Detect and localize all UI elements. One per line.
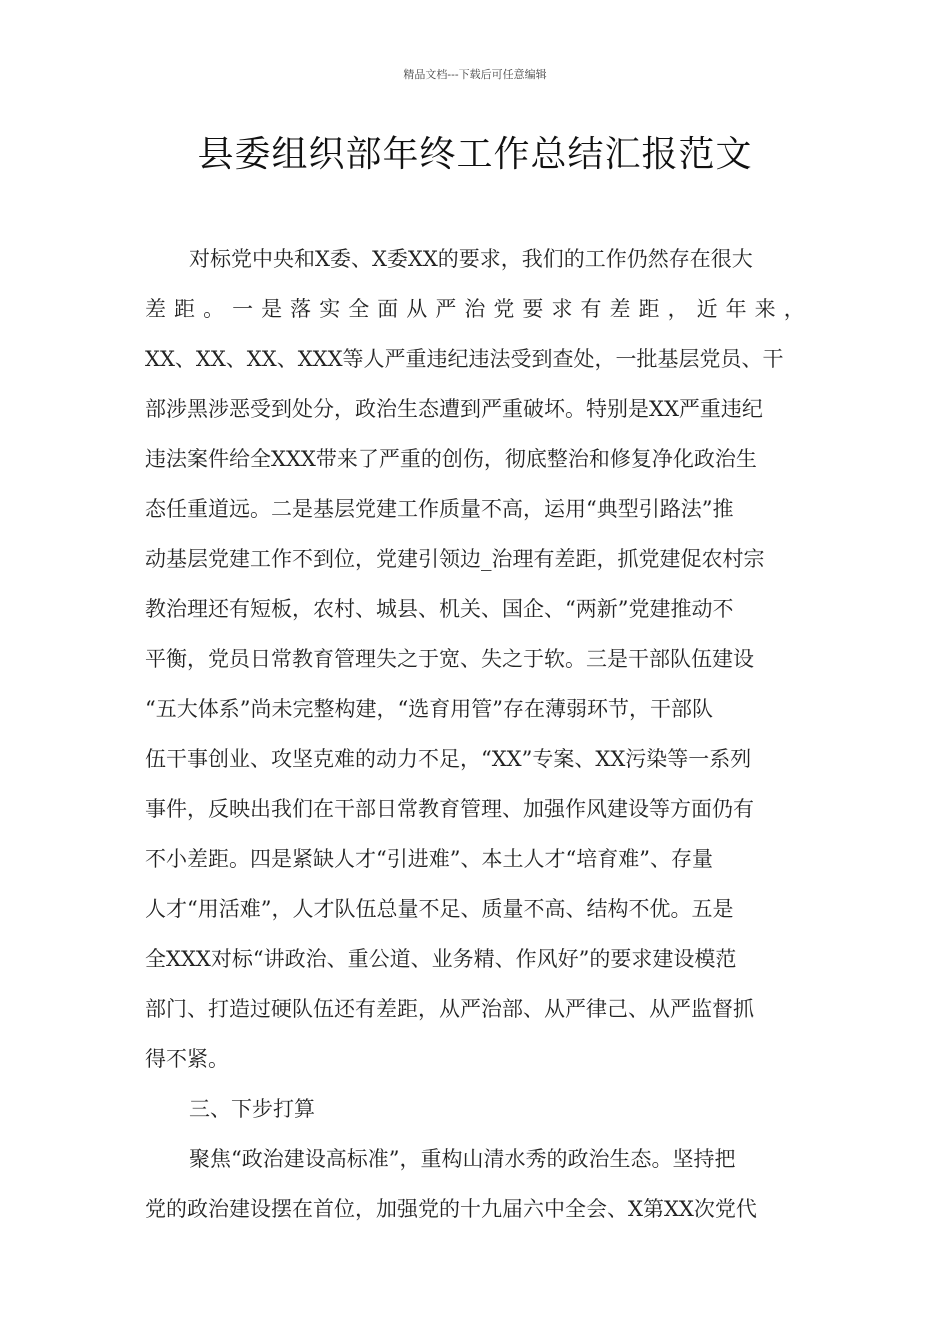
spaced-char: 差 xyxy=(145,297,166,321)
spaced-char: 要 xyxy=(522,297,544,321)
text-line: 平衡，党员日常教育管理失之于宽、失之于软。三是干部队伍建设 xyxy=(145,647,754,671)
spaced-char: ， xyxy=(783,297,805,321)
spaced-char: 求 xyxy=(551,297,573,321)
text-line: 部门、打造过硬队伍还有差距，从严治部、从严律己、从严监督抓 xyxy=(145,997,754,1021)
spaced-char: 治 xyxy=(464,297,486,321)
text-line: 不小差距。四是紧缺人才“引进难”、本土人才“培育难”、存量 xyxy=(145,847,713,871)
text-line: 部涉黑涉恶受到处分，政治生态遭到严重破坏。特别是XX严重违纪 xyxy=(145,397,763,421)
text-line: XX、XX、XX、XXX等人严重违纪违法受到查处，一批基层党员、干 xyxy=(145,347,784,371)
spaced-char: 是 xyxy=(261,297,283,321)
spaced-char: 差 xyxy=(609,297,631,321)
text-line: 全XXX对标“讲政治、重公道、业务精、作风好”的要求建设模范 xyxy=(145,947,737,971)
paragraph-2 xyxy=(145,1134,805,1234)
text-line: “五大体系”尚未完整构建，“选育用管”存在薄弱环节，干部队 xyxy=(145,697,713,721)
document-body xyxy=(145,234,805,1234)
spaced-char: 一 xyxy=(232,297,254,321)
section-heading xyxy=(145,1084,805,1134)
spaced-char: ， xyxy=(667,297,689,321)
text-line: 伍干事创业、攻坚克难的动力不足，“XX”专案、XX污染等一系列 xyxy=(145,747,752,771)
text-line: 得不紧。 xyxy=(145,1047,229,1071)
spaced-char: 。 xyxy=(203,297,225,321)
spaced-char: 面 xyxy=(377,297,399,321)
spaced-char: 有 xyxy=(580,297,602,321)
text-line: 人才“用活难”，人才队伍总量不足、质量不高、结构不优。五是 xyxy=(145,897,734,921)
spaced-char: 距 xyxy=(174,297,196,321)
section-heading-text: 三、下步打算 xyxy=(189,1097,315,1121)
document-title: 县委组织部年终工作总结汇报范文 xyxy=(197,134,753,175)
spaced-char: 距 xyxy=(638,297,660,321)
spaced-char: 近 xyxy=(696,297,718,321)
page-header: 精品文档---下载后可任意编辑 xyxy=(403,68,547,81)
spaced-char: 严 xyxy=(435,297,457,321)
spaced-char: 从 xyxy=(406,297,428,321)
spaced-char: 来 xyxy=(754,297,776,321)
spaced-char: 党 xyxy=(493,297,515,321)
text-line: 党的政治建设摆在首位，加强党的十九届六中全会、X第XX次党代 xyxy=(145,1197,757,1221)
text-line-spaced xyxy=(145,284,805,334)
text-line: 对标党中央和X委、X委XX的要求，我们的工作仍然存在很大 xyxy=(189,247,753,271)
paragraph-1 xyxy=(145,234,805,1084)
text-line: 动基层党建工作不到位，党建引领边_治理有差距，抓党建促农村宗 xyxy=(145,547,765,571)
spaced-char: 全 xyxy=(348,297,370,321)
spaced-char: 落 xyxy=(290,297,312,321)
spaced-char: 实 xyxy=(319,297,341,321)
text-line: 聚焦“政治建设高标准”，重构山清水秀的政治生态。坚持把 xyxy=(189,1147,736,1171)
spaced-char: 年 xyxy=(725,297,747,321)
text-line: 教治理还有短板，农村、城县、机关、国企、“两新”党建推动不 xyxy=(145,597,734,621)
text-line: 事件，反映出我们在干部日常教育管理、加强作风建设等方面仍有 xyxy=(145,797,754,821)
text-line: 态任重道远。二是基层党建工作质量不高，运用“典型引路法”推 xyxy=(145,497,734,521)
text-line: 违法案件给全XXX带来了严重的创伤，彻底整治和修复净化政治生 xyxy=(145,447,757,471)
